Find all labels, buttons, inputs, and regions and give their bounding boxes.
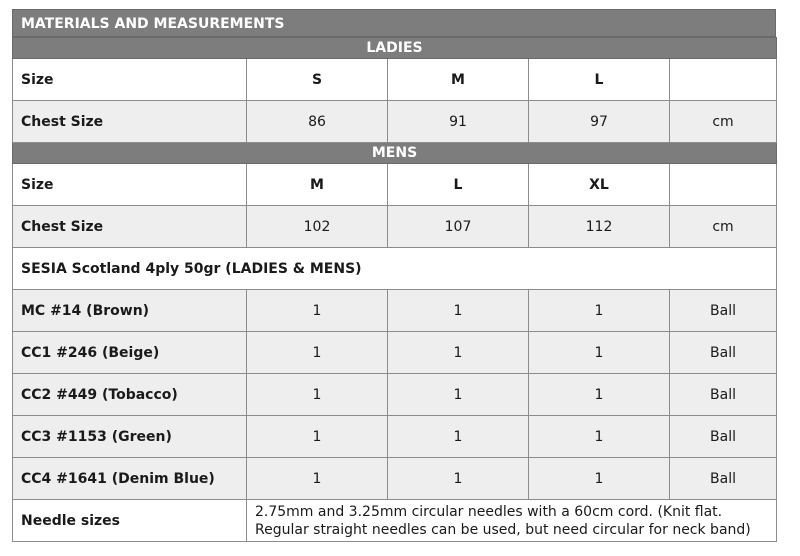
ladies-size-row <box>13 59 777 101</box>
yarn-row <box>13 458 777 500</box>
yarn-qty: 1 <box>529 332 670 374</box>
yarn-qty: 1 <box>247 332 388 374</box>
yarn-qty: 1 <box>388 416 529 458</box>
yarn-unit: Ball <box>670 332 777 374</box>
yarn-unit: Ball <box>670 374 777 416</box>
yarn-qty: 1 <box>388 374 529 416</box>
yarn-unit: Ball <box>670 290 777 332</box>
yarn-qty: 1 <box>247 416 388 458</box>
mens-chest-row <box>13 206 777 248</box>
ladies-size-m: M <box>388 59 529 101</box>
ladies-chest-unit: cm <box>670 101 777 143</box>
mens-size-label: Size <box>13 164 247 206</box>
ladies-header: LADIES <box>13 38 777 59</box>
yarn-unit: Ball <box>670 416 777 458</box>
yarn-row <box>13 374 777 416</box>
mens-header: MENS <box>13 143 777 164</box>
yarn-qty: 1 <box>247 458 388 500</box>
mens-section-header <box>13 143 777 164</box>
needle-line-2: Regular straight needles can be used, but need circular for neck band) <box>255 521 751 538</box>
yarn-name: CC1 #246 (Beige) <box>13 332 247 374</box>
yarn-qty: 1 <box>388 332 529 374</box>
yarn-row <box>13 290 777 332</box>
yarn-qty: 1 <box>529 416 670 458</box>
yarn-name: CC4 #1641 (Denim Blue) <box>13 458 247 500</box>
ladies-size-empty <box>670 59 777 101</box>
ladies-chest-s: 86 <box>247 101 388 143</box>
ladies-chest-m: 91 <box>388 101 529 143</box>
ladies-chest-label: Chest Size <box>13 101 247 143</box>
measurements-grid <box>12 37 777 542</box>
yarn-row <box>13 416 777 458</box>
yarn-qty: 1 <box>529 290 670 332</box>
needle-row <box>13 500 777 542</box>
yarn-qty: 1 <box>247 290 388 332</box>
yarn-qty: 1 <box>388 458 529 500</box>
materials-table <box>12 9 776 542</box>
yarn-qty: 1 <box>247 374 388 416</box>
yarn-qty: 1 <box>529 458 670 500</box>
ladies-chest-row <box>13 101 777 143</box>
mens-chest-l: 107 <box>388 206 529 248</box>
mens-chest-label: Chest Size <box>13 206 247 248</box>
yarn-name: MC #14 (Brown) <box>13 290 247 332</box>
ladies-size-s: S <box>247 59 388 101</box>
ladies-size-l: L <box>529 59 670 101</box>
mens-size-empty <box>670 164 777 206</box>
yarn-qty: 1 <box>529 374 670 416</box>
table-title: MATERIALS AND MEASUREMENTS <box>12 9 776 37</box>
yarn-qty: 1 <box>388 290 529 332</box>
yarn-row <box>13 332 777 374</box>
mens-size-row <box>13 164 777 206</box>
mens-size-xl: XL <box>529 164 670 206</box>
ladies-size-label: Size <box>13 59 247 101</box>
mens-chest-xl: 112 <box>529 206 670 248</box>
mens-chest-m: 102 <box>247 206 388 248</box>
mens-size-l: L <box>388 164 529 206</box>
needle-details <box>247 500 777 542</box>
mens-chest-unit: cm <box>670 206 777 248</box>
needle-label: Needle sizes <box>13 500 247 542</box>
yarn-heading: SESIA Scotland 4ply 50gr (LADIES & MENS) <box>13 248 777 290</box>
yarn-name: CC3 #1153 (Green) <box>13 416 247 458</box>
yarn-unit: Ball <box>670 458 777 500</box>
ladies-section-header <box>13 38 777 59</box>
yarn-heading-row <box>13 248 777 290</box>
mens-size-m: M <box>247 164 388 206</box>
needle-line-1: 2.75mm and 3.25mm circular needles with a 60cm cord. (Knit flat. <box>255 503 723 520</box>
yarn-name: CC2 #449 (Tobacco) <box>13 374 247 416</box>
ladies-chest-l: 97 <box>529 101 670 143</box>
